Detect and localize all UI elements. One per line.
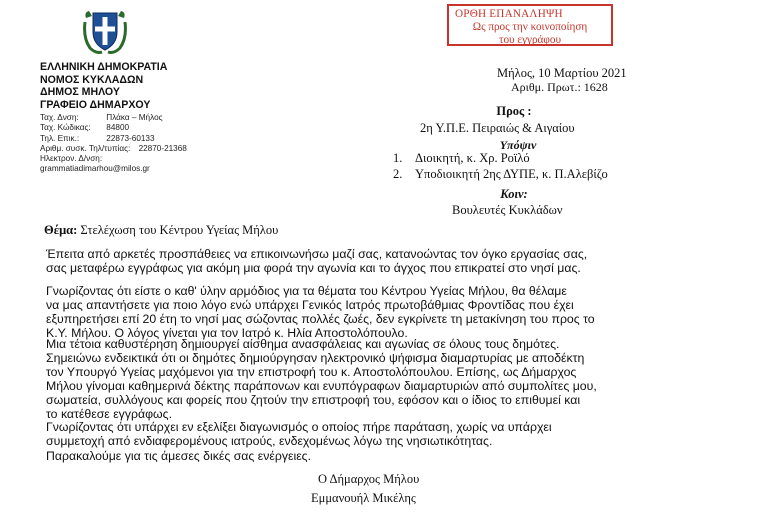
body-paragraph-2 <box>46 284 736 340</box>
text-line: τον Υπουργό Υγείας μαχόμενοι για την επιστροφή του κ. Αποστολόπουλου. Επίσης, ως Δήμαρχος <box>46 365 577 379</box>
subject-line <box>44 223 278 238</box>
contact-row <box>40 123 187 133</box>
contact-value: 22873-60133 <box>106 133 155 143</box>
sender-line-prefecture: ΝΟΜΟΣ ΚΥΚΛΑΔΩΝ <box>40 73 144 86</box>
sender-header <box>40 61 167 111</box>
list-item <box>393 151 608 167</box>
list-text: Διοικητή, κ. Χρ. Ροϊλό <box>415 151 530 165</box>
correction-line-2: του εγγράφου <box>498 34 562 46</box>
sender-line-office: ΓΡΑΦΕΙΟ ΔΗΜΑΡΧΟΥ <box>40 98 151 111</box>
text-line: σωματεία, συλλόγους και φορείς που ζητούν την επιστροφή του, εφόσον και ο ίδιος το επιθυμεί και <box>46 393 581 407</box>
list-text: Υποδιοικητή 2ης ΔΥΠΕ, κ. Π.Αλεβίζο <box>415 166 608 181</box>
contact-label: Ηλεκτρον. Δ/νση: <box>40 154 103 164</box>
list-number: 1. <box>393 151 403 165</box>
correction-box <box>447 4 613 46</box>
contact-value: 22870-21368 <box>138 143 187 153</box>
text-line: Μια τέτοια καθυστέρηση δημιουργεί αίσθημα ανασφάλειας και αγωνίας σε όλους τους δημότες. <box>46 337 560 351</box>
contact-row <box>40 154 187 164</box>
signature-title: Ο Δήμαρχος Μήλου <box>318 472 420 486</box>
signature-name: Εμμανουήλ Μικέλης <box>311 491 416 505</box>
text-line: Έπειτα από αρκετές προσπάθειες να επικοινωνήσω μαζί σας, κατανοώντας τον όγκο εργασίας σας, <box>46 247 588 261</box>
attention-list <box>393 151 608 182</box>
contact-label: Ταχ. Δνση: <box>40 113 79 122</box>
recipient-heading: Προς : <box>496 104 532 118</box>
text-line: να μας απαντήσετε για ποιο λόγο ενώ υπάρχει Γενικός Ιατρός πρωτοβάθμιας Φροντίδας που έχει <box>46 298 574 312</box>
recipient-line: 2η Υ.Π.Ε. Πειραιώς & Αιγαίου <box>420 121 575 135</box>
text-line: σας μεταφέρω εγγράφως για ακόμη μια φορά την αγωνία και το άγχος που επικρατεί στο νησί μας. <box>46 261 581 275</box>
text-line: Παρακαλούμε για τις άμεσες δικές σας ενέργειες. <box>46 449 312 463</box>
text-line: Κ.Υ. Μήλου. Ο λόγος γίνεται για τον Ιατρό κ. Ηλία Αποστολόπουλο. <box>46 326 408 340</box>
protocol-number: Αριθμ. Πρωτ.: 1628 <box>511 80 608 94</box>
text-line: συμμετοχή από ενδιαφερομένους ιατρούς, ενδεχομένως λόγω της νησιωτικότητας. <box>46 434 493 448</box>
text-line: το κατέθεσε εγγράφως. <box>46 407 172 421</box>
list-item <box>393 167 608 183</box>
subject-text: Στελέχωση του Κέντρου Υγείας Μήλου <box>80 223 279 237</box>
subject-label: Θέμα: <box>44 223 78 237</box>
contact-block <box>40 113 187 175</box>
contact-value: Πλάκα – Μήλος <box>106 113 163 122</box>
body-paragraph-5 <box>46 449 736 463</box>
correction-line-1: Ως προς την κοινοποίηση <box>472 21 588 33</box>
list-number: 2. <box>393 166 403 181</box>
text-line: Γνωρίζοντας ότι υπάρχει εν εξελίξει διαγωνισμός ο οποίος πήρε παράταση, χωρίς να υπάρχει <box>46 420 552 434</box>
copy-line: Βουλευτές Κυκλάδων <box>452 203 563 217</box>
text-line: εξυπηρετήσει επί 20 έτη το νησί μας σώζοντας πολλές ζωές, δεν εγκρίνετε τη μετακίνηση του προς το <box>46 312 595 326</box>
contact-row <box>40 134 187 144</box>
copy-heading: Κοιν: <box>500 187 528 201</box>
contact-label: Ταχ. Κώδικας: <box>40 123 91 133</box>
email-address: grammatiadimarhou@milos.gr <box>40 164 150 174</box>
body-paragraph-3 <box>46 337 736 421</box>
letter-date: Μήλος, 10 Μαρτίου 2021 <box>497 66 627 80</box>
contact-label: Τηλ. Επικ.: <box>40 133 80 143</box>
text-line: Μήλου γίνομαι καθημερινά δέκτης παράπονων και ενυπόγραφων διαμαρτυριών από συμπολίτες μου, <box>46 379 597 393</box>
text-line: Σημειώνω ενδεικτικά ότι οι δημότες δημιούργησαν ηλεκτρονικό ψήφισμα διαμαρτυρίας με αποδέκτη <box>46 351 585 365</box>
attention-heading: Υπόψιν <box>499 138 537 152</box>
contact-label: Αριθμ. συσκ. Τηλ/τυπίας: <box>40 143 131 153</box>
greek-coat-of-arms-icon <box>82 8 128 56</box>
body-paragraph-1 <box>46 247 736 275</box>
sender-line-republic: ΕΛΛΗΝΙΚΗ ΔΗΜΟΚΡΑΤΙΑ <box>40 61 168 73</box>
body-paragraph-4 <box>46 420 736 448</box>
sender-line-municipality: ΔΗΜΟΣ ΜΗΛΟΥ <box>40 86 120 99</box>
correction-title: ΟΡΘΗ ΕΠΑΝΑΛΗΨΗ <box>455 8 563 20</box>
contact-value: 84800 <box>106 123 130 133</box>
text-line: Γνωρίζοντας ότι είστε ο καθ' ύλην αρμόδιος για τα θέματα του Κέντρου Υγείας Μήλου, θα θέλαμε <box>46 284 567 298</box>
contact-row <box>40 113 187 123</box>
contact-row <box>40 144 187 154</box>
